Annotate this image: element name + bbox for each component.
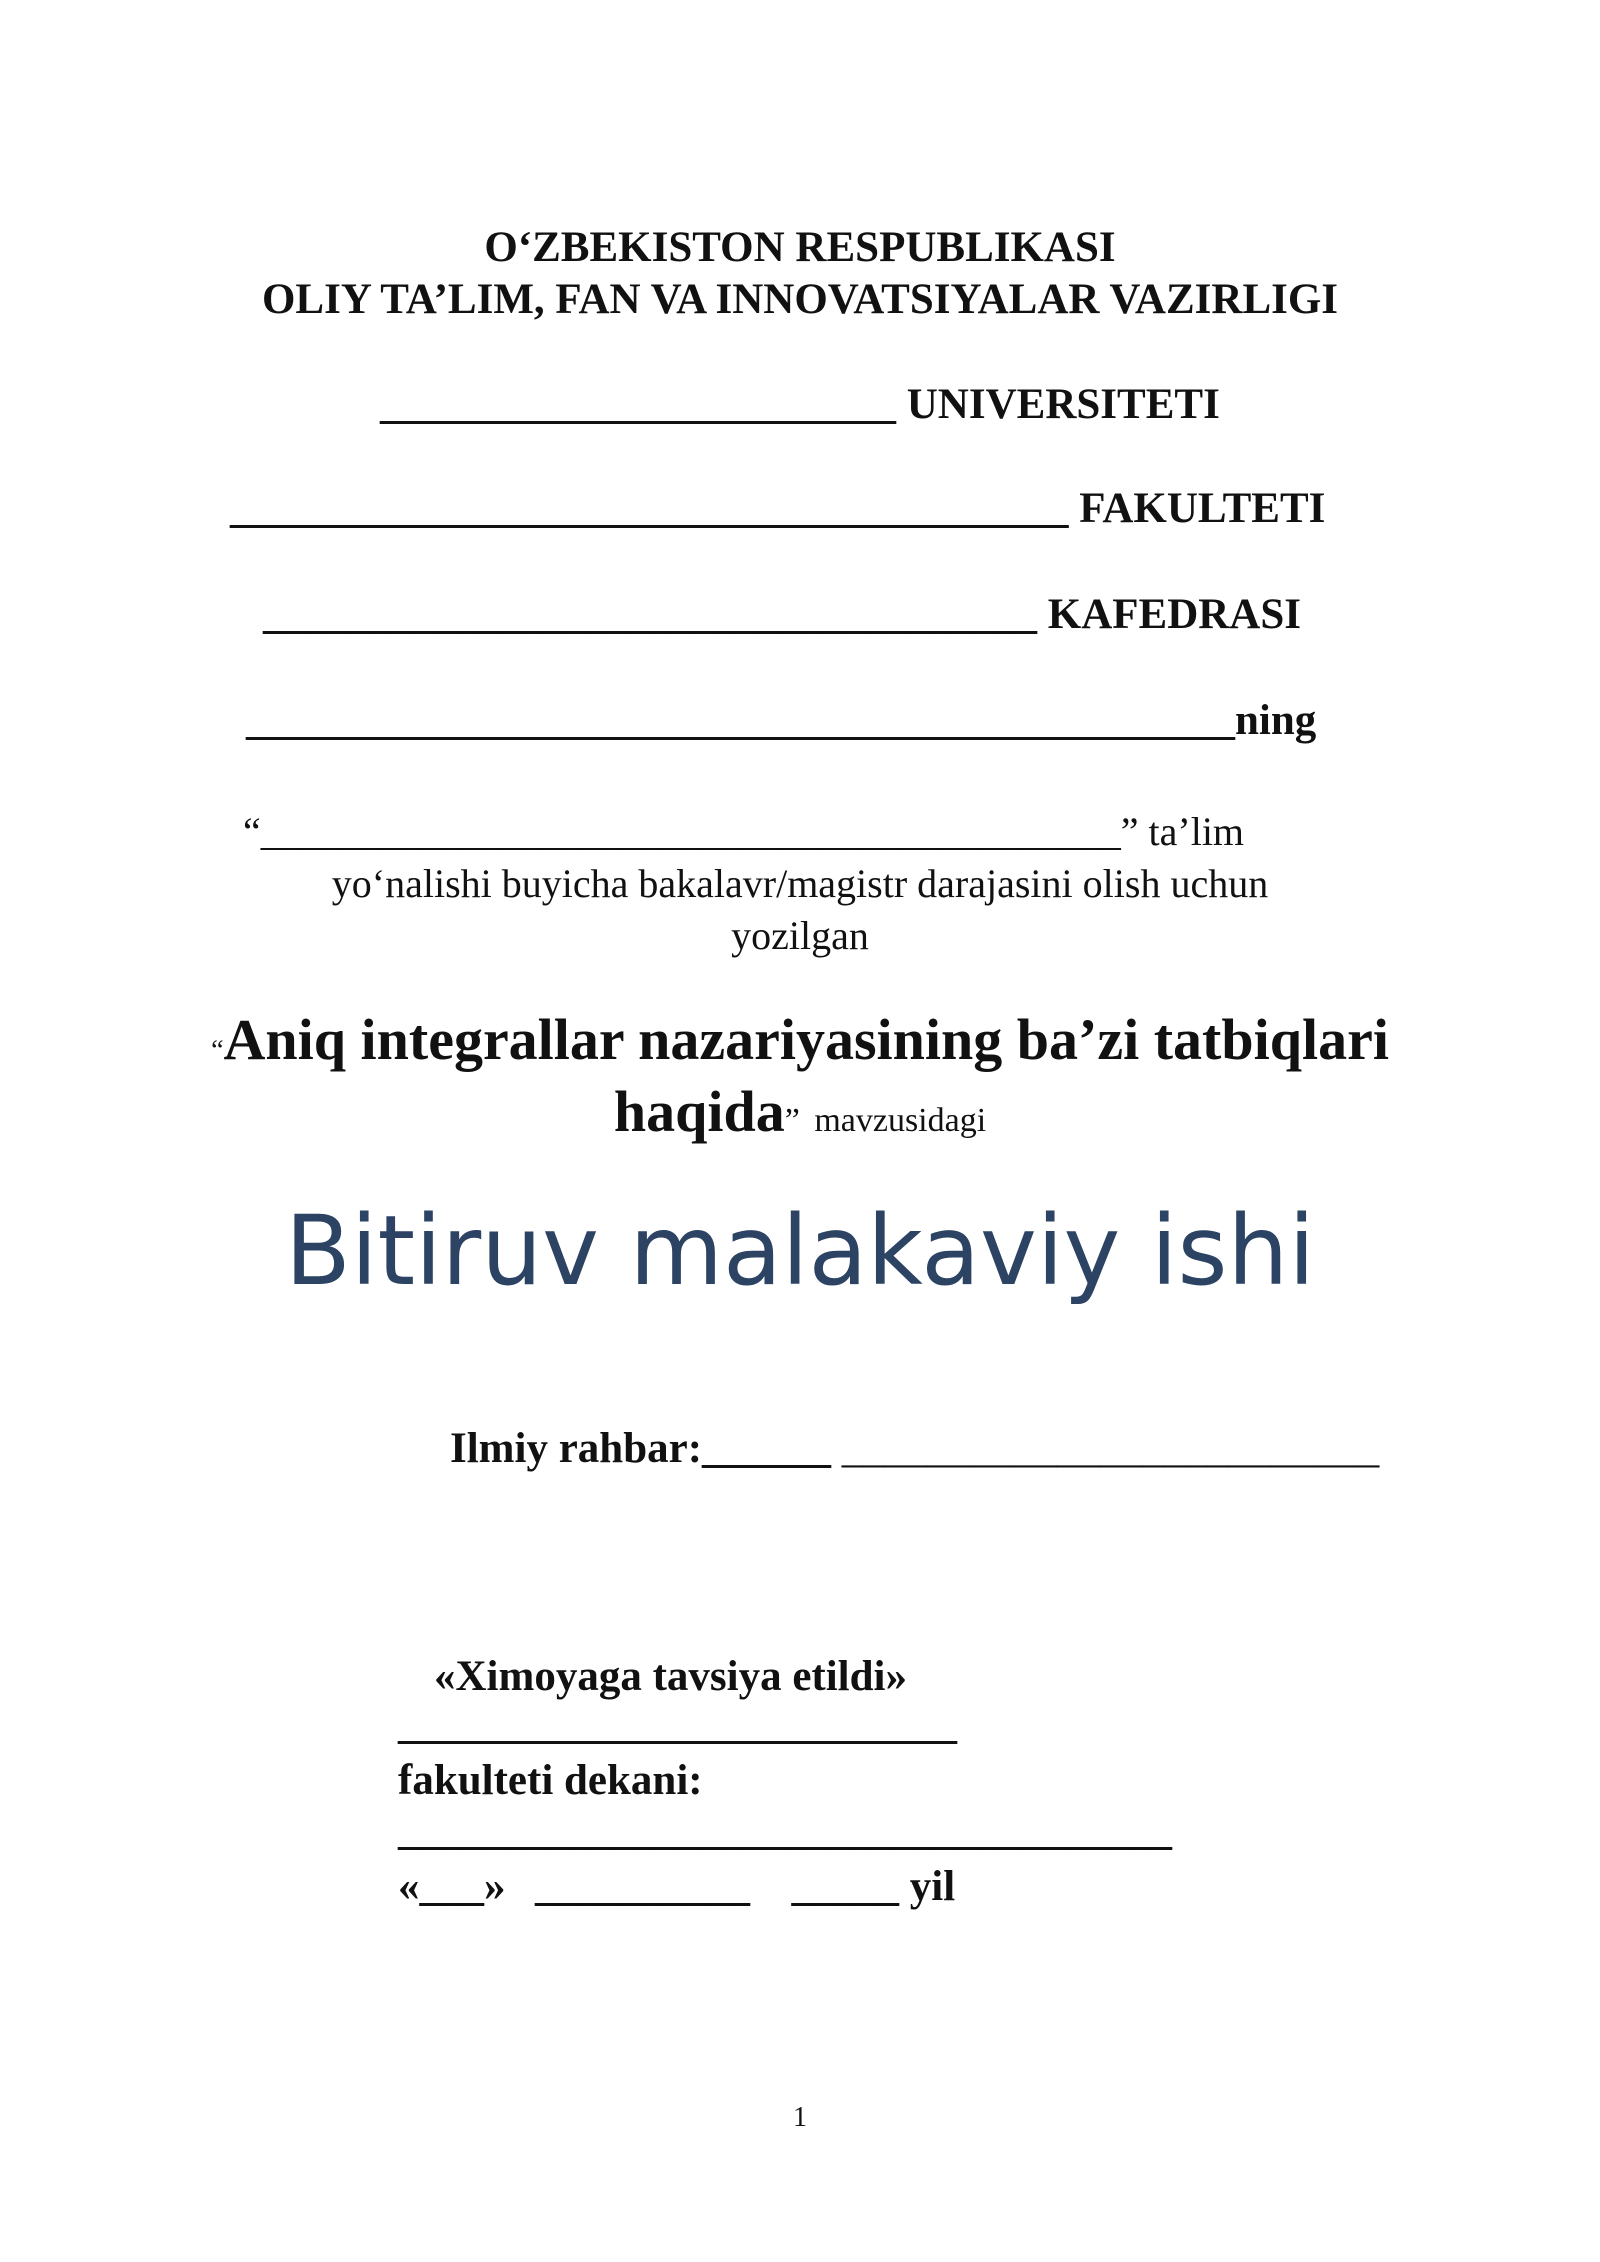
supervisor-blank-1: ______ <box>702 1425 832 1472</box>
student-blank: ______________________________________________ <box>246 697 1235 744</box>
topic-title-line-2: haqida <box>613 1079 785 1144</box>
date-month-blank: __________ <box>535 1863 750 1910</box>
faculty-label: FAKULTETI <box>1079 485 1326 532</box>
work-title: Bitiruv malakaviy ishi <box>284 1195 1316 1307</box>
topic-line-2 <box>0 1076 1600 1157</box>
direction-close-text: ” ta’lim <box>1120 809 1245 854</box>
direction-line-2: yo‘nalishi buyicha bakalavr/magistr darajasini olish uchun <box>331 861 1269 906</box>
direction-open-quote: “ <box>243 809 261 854</box>
year-label: yil <box>909 1863 956 1910</box>
direction-blank: ___________________________________________ <box>260 809 1121 854</box>
department-blank: ____________________________________ <box>263 591 1037 638</box>
date-day-blank: ___ <box>419 1863 484 1910</box>
topic-suffix: mavzusidagi <box>814 1102 987 1139</box>
university-label: UNIVERSITETI <box>906 381 1220 428</box>
header-line-2: OLIY TA’LIM, FAN VA INNOVATSIYALAR VAZIRLIGI <box>261 276 1339 323</box>
direction-line-3: yozilgan <box>731 913 869 958</box>
university-blank: ________________________ <box>380 381 896 428</box>
student-row <box>246 696 1316 745</box>
faculty-row <box>230 484 1325 533</box>
topic-title-line-1: Aniq integrallar nazariyasining ba’zi tatbiqlari <box>223 1007 1389 1072</box>
topic-close-quote: ” <box>784 1102 800 1139</box>
department-row <box>263 590 1301 639</box>
university-row <box>380 380 1220 429</box>
date-row <box>398 1862 955 1911</box>
faculty-blank: _______________________________________ <box>230 485 1069 532</box>
dean-label: fakulteti dekani: <box>398 1757 703 1804</box>
supervisor-row <box>450 1424 1379 1473</box>
topic-line-1 <box>0 1004 1600 1087</box>
topic-open-quote: “ <box>211 1035 224 1066</box>
page-number: 1 <box>793 2102 807 2133</box>
date-open: « <box>398 1863 420 1910</box>
department-label: KAFEDRASI <box>1047 591 1302 638</box>
supervisor-label: Ilmiy rahbar: <box>450 1425 703 1472</box>
supervisor-blank-2: _________________________ <box>841 1425 1380 1472</box>
approval-blank-2: ____________________________________ <box>398 1807 1172 1854</box>
direction-row <box>243 806 1244 858</box>
approval-blank-1: __________________________ <box>398 1701 957 1748</box>
date-close: » <box>484 1863 506 1910</box>
header-line-1: O‘ZBEKISTON RESPUBLIKASI <box>484 224 1116 271</box>
student-suffix: ning <box>1235 697 1317 744</box>
recommended-text: «Ximoyaga tavsiya etildi» <box>434 1653 907 1700</box>
date-year-blank: _____ <box>791 1863 899 1910</box>
